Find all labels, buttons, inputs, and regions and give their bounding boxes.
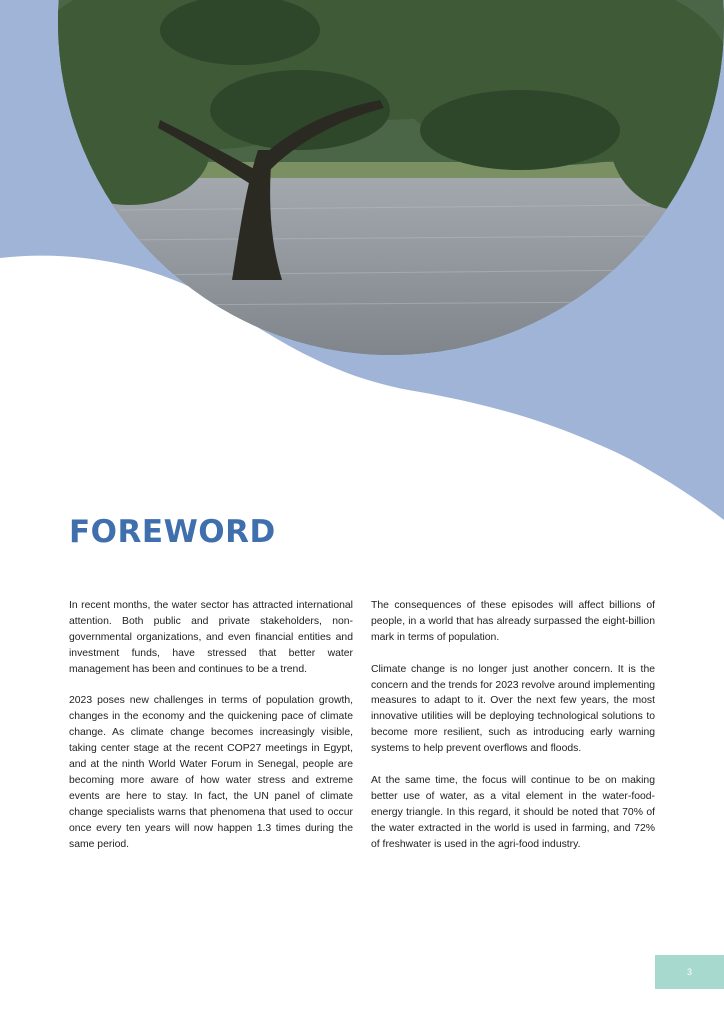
paragraph: Climate change is no longer just another concern. It is the concern and the trends for 2023 revolve around implementing measures to adapt to it. Over the next few years, the most innovative utilities will be deploying technological solutions to become more resilient, such as introducing early warning systems to help prevent overflows and floods. — [371, 663, 655, 755]
paragraph: 2023 poses new challenges in terms of population growth, changes in the economy and the quickening pace of climate change. As climate change becomes increasingly visible, taking center stage at the recent COP27 meetings in Egypt, and at the ninth World Water Forum in Senegal, people are becoming more aware of how water stress and extreme events are here to stay. In fact, the UN panel of climate change specialists warns that phenomena that used to occur once every ten years will now happen 1.3 times during the same period. — [69, 695, 353, 850]
text-column-left — [69, 598, 353, 868]
page-number-tab — [655, 955, 724, 989]
text-column-right — [371, 598, 655, 868]
paragraph: In recent months, the water sector has attracted international attention. Both public and private stakeholders, non-governmental organizations, and even financial entities and investment funds, have stressed that better water management has been and continues to be a trend. — [69, 600, 353, 675]
paragraph: The consequences of these episodes will affect billions of people, in a world that has already surpassed the eight-billion mark in terms of population. — [371, 600, 655, 643]
page-number: 3 — [686, 967, 692, 977]
page-title: FOREWORD — [69, 514, 276, 550]
paragraph: At the same time, the focus will continue to be on making better use of water, as a vital element in the water-food-energy triangle. In this regard, it should be noted that 70% of the water extracted in the world is used in farming, and 72% of freshwater is used in the agri-food industry. — [371, 774, 655, 850]
